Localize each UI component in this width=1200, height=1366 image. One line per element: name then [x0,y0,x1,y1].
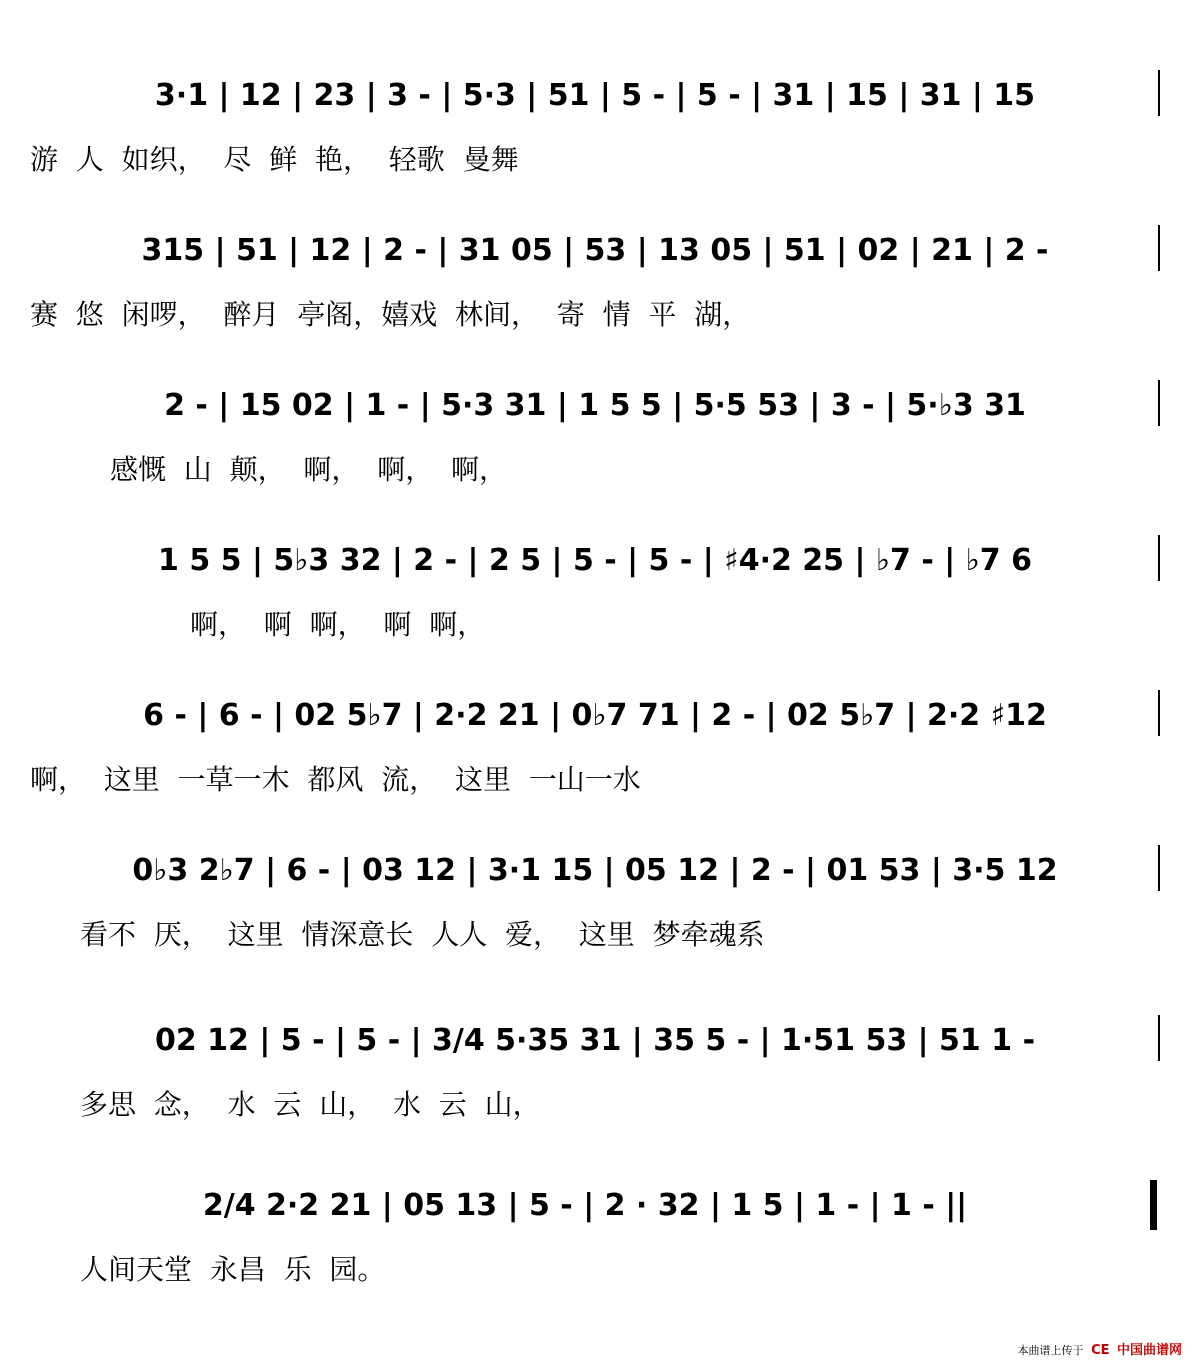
notation-line: 6 - | 6 - | 02 5♭7 | 2·2 21 | 0♭7 71 | 2 - | 02 5♭7 | 2·2 ♯12 [143,698,1047,733]
score-row-2 [30,225,1170,375]
score-row-4 [30,535,1170,685]
notation-line: 2/4 2·2 21 | 05 13 | 5 - | 2 · 32 | 1 5 | 1 - | 1 - || [202,1188,968,1223]
site-name: 中国曲谱网 [1116,1343,1182,1358]
lyrics-line: 赛 悠 闲啰， 醉月 亭阁，嬉戏 林间， 寄 情 平 湖， [30,298,751,331]
notation-line: 0♭3 2♭7 | 6 - | 03 12 | 3·1 15 | 05 12 | 2 - | 01 53 | 3·5 12 [132,853,1058,888]
barline [1158,380,1160,426]
score-row-3 [30,380,1170,530]
score-row-5 [30,690,1170,840]
lyrics-line: 啊， 啊 啊， 啊 啊， [190,608,486,641]
notation-line: 1 5 5 | 5♭3 32 | 2 - | 2 5 | 5 - | 5 - | ♯4·2 25 | ♭7 - | ♭7 6 [158,543,1032,578]
site-logo: CE [1091,1343,1110,1358]
barline [1158,70,1160,116]
lyrics-line: 看不 厌， 这里 情深意长 人人 爱， 这里 梦牵魂系 [80,918,765,951]
barline [1158,225,1160,271]
score-row-7 [30,1015,1170,1165]
score-row-1 [30,70,1170,220]
lyrics-line: 感慨 山 颠， 啊， 啊， 啊， [110,453,508,486]
barline [1158,845,1160,891]
site-footer [1018,1339,1182,1358]
barline [1158,1015,1160,1061]
lyrics-line: 人间天堂 永昌 乐 园。 [80,1253,386,1286]
notation-line: 3·1 | 12 | 23 | 3 - | 5·3 | 51 | 5 - | 5 - | 31 | 15 | 31 | 15 [154,78,1036,113]
final-barline [1150,1180,1157,1230]
upload-note: 本曲谱上传于 [1017,1344,1084,1357]
notation-line: 315 | 51 | 12 | 2 - | 31 05 | 53 | 13 05 | 51 | 02 | 21 | 2 - [141,233,1049,268]
barline [1158,535,1160,581]
score-row-8 [30,1180,1170,1330]
notation-line: 02 12 | 5 - | 5 - | 3/4 5·35 31 | 35 5 - | 1·51 53 | 51 1 - [154,1023,1036,1058]
notation-line: 2 - | 15 02 | 1 - | 5·3 31 | 1 5 5 | 5·5 53 | 3 - | 5·♭3 31 [164,388,1026,423]
lyrics-line: 啊， 这里 一草一木 都风 流， 这里 一山一水 [30,763,641,796]
score-row-6 [30,845,1170,995]
lyrics-line: 多思 念， 水 云 山， 水 云 山， [80,1088,541,1121]
lyrics-line: 游 人 如织， 尽 鲜 艳， 轻歌 曼舞 [30,143,519,176]
barline [1158,690,1160,736]
